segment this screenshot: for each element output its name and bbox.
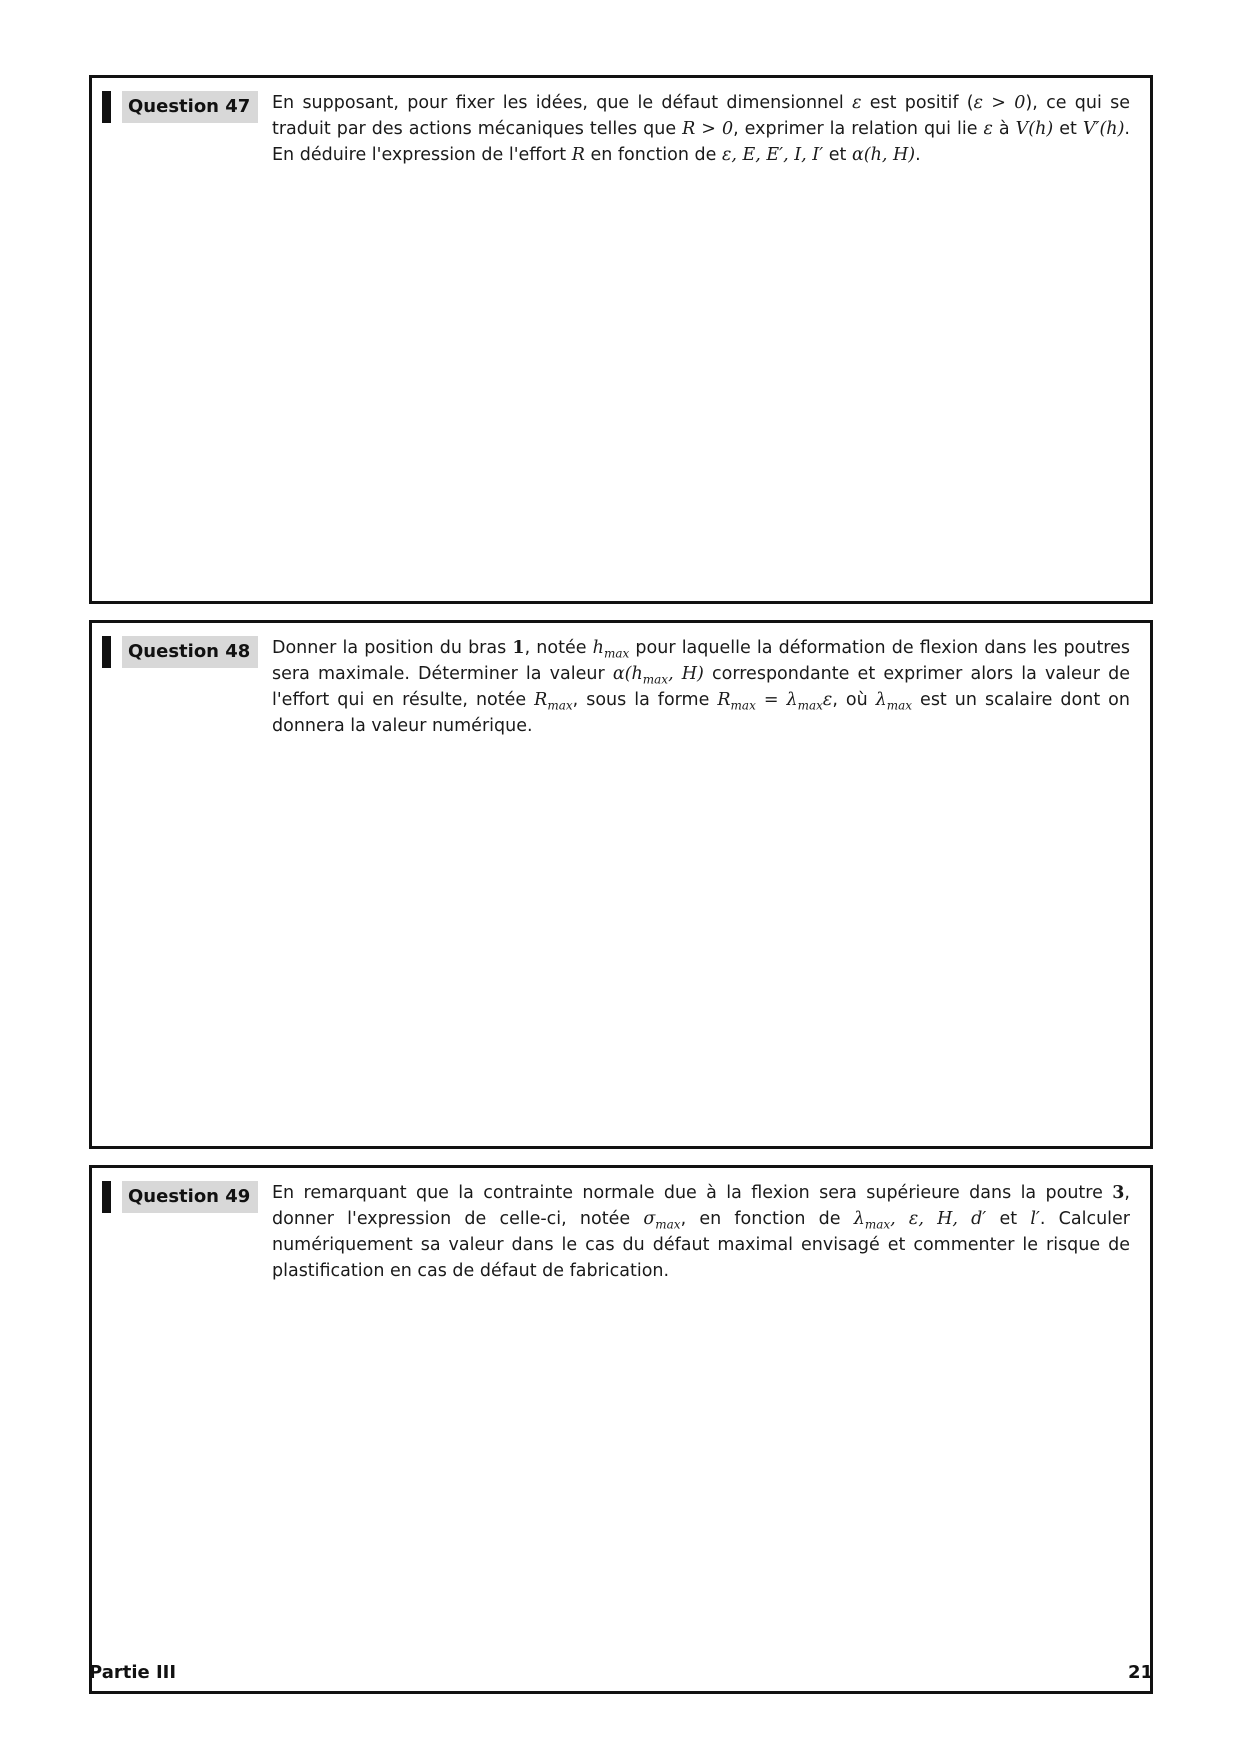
question-label: Question 48 (122, 636, 258, 668)
question-48-box[interactable] (89, 620, 1153, 1149)
question-label: Question 49 (122, 1181, 258, 1213)
footer-page-number: 21 (1127, 1662, 1153, 1683)
question-text: En remarquant que la contrainte normale due à la flexion sera supérieure dans la poutre 3, donner l'expression de celle-ci, notée $\sigma_{max}$, en fonction de $\lambda_{max}$, ε, H, d′ et l′. Calculer numériquement sa valeur dans le cas du défaut maximal envisagé et commenter le risque de plastification en cas de défaut de fabrication. (272, 1183, 1130, 1281)
question-text: En supposant, pour fixer les idées, que le défaut dimensionnel ε est positif (ε > 0), ce qui se traduit par des actions mécaniques telles que R > 0, exprimer la relation qui lie ε à V(h) et V′(h). En déduire l'expression de l'effort R en fonction de ε, E, E′, I, I′ et α(h, H). (272, 93, 1130, 165)
question-marker-bar (102, 91, 111, 123)
question-47-box[interactable] (89, 75, 1153, 604)
question-text: Donner la position du bras 1, notée $h_{max}$ pour laquelle la déformation de flexion dans les poutres sera maximale. Déterminer la valeur $\alpha(h_{max}$, H) correspondante et exprimer alors la valeur de l'effort qui en résulte, notée $R_{max}$, sous la forme $R_{max} = \lambda_{max}\varepsilon$, où $\lambda_{max}$ est un scalaire dont on donnera la valeur numérique. (272, 638, 1131, 736)
question-49-box[interactable] (89, 1165, 1153, 1694)
question-label: Question 47 (122, 91, 258, 123)
footer-part-label: Partie III (89, 1662, 177, 1683)
question-marker-bar (102, 1181, 111, 1213)
question-marker-bar (102, 636, 111, 668)
